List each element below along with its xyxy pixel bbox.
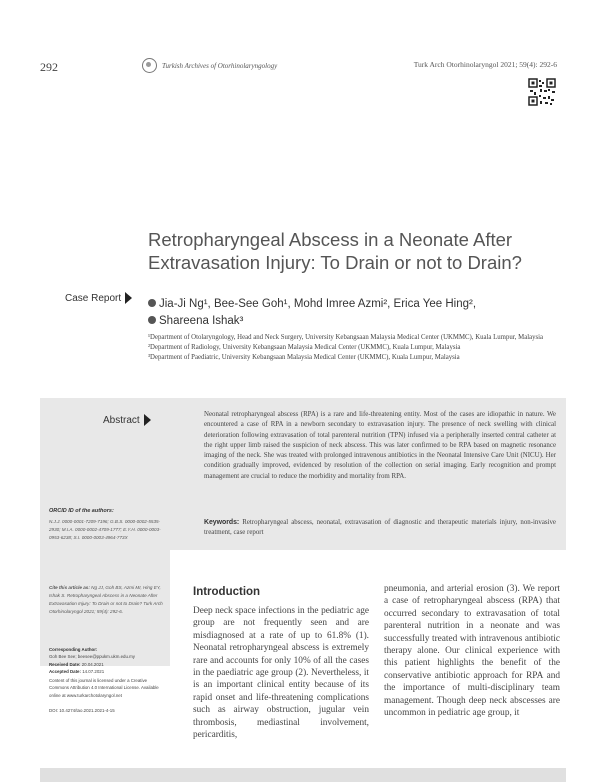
affiliation-1: ¹Department of Otolaryngology, Head and Neck Surgery, University Kebangsaan Malaysia Medical Center (UKMMC), Kuala Lumpur, Malaysia bbox=[148, 334, 544, 341]
orcid-ids: N.J.J. 0000-0001-7209-7196; G.B.S. 0000-0002-5535-2930; M.I.A. 0000-0002-4709-1777; E.Y.H. 0000-0003-0953-6238; S.I. 0000-0003-4964-773X bbox=[49, 519, 161, 540]
received-date: 20.04.2021 bbox=[81, 661, 104, 667]
body-column-1: Deep neck space infections in the pediatric age group are not frequently seen and are misdiagnosed at a rate of up to 61.8% (1). Neonatal retropharyngeal abscess is extremely rare and accounts for only 10% of all the cases in the paediatric age group (2). Nevertheless, it is an important clinical entity because of its rapid onset and life-threatening complications such as airway obstruction, jugular vein thrombosis, mediastinal involvement, pericarditis, bbox=[193, 606, 369, 741]
qr-code-icon[interactable] bbox=[528, 78, 556, 106]
abstract-label: Abstract bbox=[103, 414, 140, 426]
arrow-right-icon bbox=[125, 292, 132, 304]
cite-text: Ng JJ, Goh BS, Azmi MI, Hing EY, Ishak S. Retropharyngeal Abscess in a Neonate After Extravasation Injury: To Drain or not to Drain? Turk Arch Otorhinolaryngol 2021; 59(4): 292-6. bbox=[49, 585, 163, 614]
license-text: Content of this journal is licensed under a Creative Commons Attribution 4.0 International License. Available online at www.turkarchotolaryngol.net bbox=[49, 678, 159, 698]
orcid-section bbox=[49, 508, 165, 542]
accepted-label: Accepted Date: bbox=[49, 668, 81, 674]
journal-logo bbox=[142, 58, 277, 73]
orcid-heading: ORCID ID of the authors: bbox=[49, 508, 114, 514]
cite-section bbox=[49, 584, 165, 616]
article-title: Retropharyngeal Abscess in a Neonate After Extravasation Injury: To Drain or not to Drain? bbox=[148, 229, 522, 273]
keywords-label: Keywords: bbox=[204, 519, 240, 526]
article-type bbox=[65, 292, 132, 304]
affiliation-2: ²Department of Radiology, University Kebangsaan Malaysia Medical Center (UKMMC), Kuala Lumpur, Malaysia bbox=[148, 344, 461, 351]
keywords bbox=[204, 518, 556, 539]
footer-bar bbox=[40, 768, 566, 782]
arrow-right-icon bbox=[144, 414, 151, 426]
authors-row-2 bbox=[148, 313, 548, 330]
keywords-text: Retropharyngeal abscess, neonatal, extravasation of diagnostic and therapeutic materials injury, non-invasive treatment, case report bbox=[204, 519, 556, 537]
authors-row-1 bbox=[148, 296, 548, 313]
journal-citation: Turk Arch Otorhinolaryngol 2021; 59(4): 292-6 bbox=[413, 60, 557, 69]
accepted-date: 14.07.2021 bbox=[82, 668, 105, 674]
authors-line-2: Shareena Ishak³ bbox=[159, 315, 244, 327]
orcid-icon[interactable] bbox=[148, 299, 156, 307]
journal-seal-icon bbox=[142, 58, 157, 73]
cite-heading: Cite this article as: bbox=[49, 585, 90, 590]
doi[interactable]: DOI: 10.4274/tao.2021.2021-4-15 bbox=[49, 708, 115, 714]
abstract-text: Neonatal retropharyngeal abscess (RPA) is a rare and life-threatening entity. Most of the cases are idiopathic in nature. We encountered a case of RPA in a newborn secondary to extravasation injury. The presence of neck swelling with clinical deterioration following extravasation of total parenteral nutrition (TPN) infused via a peripherally inserted central catheter at the right upper limb raised the suspicion of neck abscess. This was later confirmed to be RPA based on magnetic resonance imaging of the neck. She was treated with prolonged intravenous antibiotics in the Neonatal Intensive Care Unit (NICU). Her condition gradually improved, evidenced by resolution of the collection on serial imaging. Early recognition and prompt management are crucial to reduce the morbidity and mortality from RPA. bbox=[204, 411, 556, 480]
body-column-2: pneumonia, and arterial erosion (3). We report a case of retropharyngeal abscess (RPA) that occurred secondary to extravasation of total parenteral nutrition in a neonate and was successfully treated with intravenous antibiotic therapy alone. Our clinical experience with this patient highlights the benefit of the conservative antibiotic approach for RPA and the importance of multi-disciplinary team management. Though deep neck abscesses are uncommon in pediatric age group, it bbox=[384, 584, 560, 719]
affiliations bbox=[148, 333, 558, 363]
page-number: 292 bbox=[40, 60, 58, 74]
authors-line-1: Jia-Ji Ng¹, Bee-See Goh¹, Mohd Imree Azmi², Erica Yee Hing², bbox=[159, 298, 477, 310]
corr-label: Corresponding Author: bbox=[49, 647, 98, 652]
corr-value: Goh Bee See; beesee@ppukm.ukm.edu.my bbox=[49, 654, 135, 660]
orcid-icon[interactable] bbox=[148, 316, 156, 324]
abstract-heading bbox=[103, 414, 151, 426]
affiliation-3: ³Department of Paediatric, University Kebangsaan Malaysia Medical Center (UKMMC), Kuala Lumpur, Malaysia bbox=[148, 354, 460, 361]
journal-name: Turkish Archives of Otorhinolaryngology bbox=[162, 61, 278, 70]
article-type-label: Case Report bbox=[65, 292, 122, 304]
correspondence-section bbox=[49, 646, 165, 714]
received-label: Received Date: bbox=[49, 661, 81, 667]
introduction-heading: Introduction bbox=[193, 586, 261, 598]
author-list bbox=[148, 296, 548, 330]
